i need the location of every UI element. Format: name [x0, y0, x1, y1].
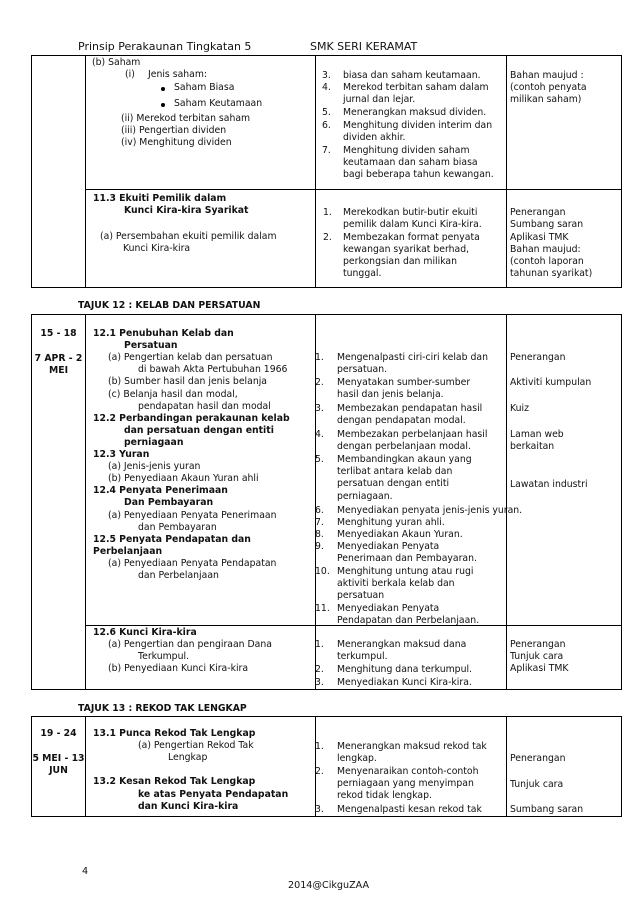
- outcome-text: Menerangkan maksud dana: [337, 639, 467, 650]
- outcome-text: Menghitung dana terkumpul.: [337, 664, 473, 675]
- outcome-number: 5.: [315, 454, 324, 465]
- content-line: 12.1 Penubuhan Kelab dan: [93, 328, 234, 339]
- content-line: (b) Penyediaan Kunci Kira-kira: [108, 663, 249, 675]
- content-line: (b) Sumber hasil dan jenis belanja: [108, 376, 268, 388]
- outcome-text: Menghitung untung atau rugi: [337, 566, 474, 577]
- outcome-text: dengan perbelanjaan modal.: [337, 441, 471, 453]
- resource-text: Aktiviti kumpulan: [510, 377, 592, 388]
- content-line: 12.6 Kunci Kira-kira: [93, 627, 197, 638]
- content-line: dan Pembayaran: [138, 521, 217, 533]
- content-line: di bawah Akta Pertubuhan 1966: [138, 364, 288, 376]
- content-line: 12.5 Penyata Pendapatan dan: [93, 533, 251, 545]
- outcome-text: Menyatakan sumber-sumber: [337, 377, 471, 388]
- outcome-number: 9.: [315, 541, 324, 552]
- outcome-text: Penerimaan dan Pembayaran.: [337, 553, 477, 565]
- resource-text: Bahan maujud:: [510, 244, 581, 255]
- resource-text: Sumbang saran: [510, 219, 584, 230]
- outcome-text: tunggal.: [343, 268, 382, 279]
- section-title: Kunci Kira-kira Syarikat: [124, 205, 249, 216]
- bullet-icon: [161, 87, 165, 91]
- content-line: Perbelanjaan: [93, 545, 163, 557]
- outcome-text: Menghitung dividen interim dan: [343, 120, 493, 131]
- date-range: JUN: [49, 765, 68, 776]
- outcome-text: Menyediakan Penyata: [337, 603, 440, 614]
- date-range: 5 MEI - 13: [32, 753, 85, 764]
- resource-text: Bahan maujud :: [510, 70, 584, 81]
- content-line: ke atas Penyata Pendapatan: [138, 788, 289, 800]
- content-line: 13.2 Kesan Rekod Tak Lengkap: [93, 776, 256, 788]
- content-line: (iv) Menghitung dividen: [121, 137, 232, 148]
- outcome-text: hasil dan jenis belanja.: [337, 389, 444, 401]
- resource-text: Aplikasi TMK: [510, 663, 569, 674]
- outcome-text: keutamaan dan saham biasa: [343, 157, 478, 168]
- outcome-text: Membandingkan akaun yang: [337, 454, 472, 465]
- outcome-number: 8.: [315, 529, 324, 540]
- resource-text: Penerangan: [510, 207, 566, 218]
- outcome-text: jurnal dan lejar.: [343, 94, 416, 105]
- outcome-text: Menyediakan Penyata: [337, 541, 440, 552]
- outcome-number: 2.: [315, 766, 324, 777]
- content-line: (ii) Merekod terbitan saham: [121, 113, 251, 124]
- outcome-text: Menyenaraikan contoh-contoh: [337, 766, 479, 777]
- outcome-text: terlibat antara kelab dan: [337, 466, 453, 478]
- content-line: Saham Biasa: [174, 82, 235, 93]
- outcome-number: 3.: [315, 804, 324, 815]
- outcome-text: aktiviti berkala kelab dan: [337, 578, 455, 590]
- outcome-number: 4.: [315, 429, 324, 440]
- resource-text: Penerangan: [510, 352, 566, 363]
- content-line: 12.2 Perbandingan perakaunan kelab: [93, 412, 290, 424]
- resource-text: (contoh penyata: [510, 82, 587, 93]
- content-line: (i): [125, 69, 135, 80]
- outcome-text: bagi beberapa tahun kewangan.: [343, 169, 494, 180]
- outcome-text: Menyediakan Kunci Kira-kira.: [337, 677, 472, 688]
- content-line: Lengkap: [168, 752, 208, 764]
- resource-text: Aplikasi TMK: [510, 232, 569, 243]
- outcome-text: Menerangkan maksud dividen.: [343, 107, 487, 118]
- outcome-text: perkongsian dan milikan: [343, 256, 458, 267]
- outcome-text: rekod tidak lengkap.: [337, 790, 432, 802]
- bullet-icon: [161, 103, 165, 107]
- content-line: perniagaan: [124, 436, 184, 448]
- outcome-text: Merekod terbitan saham dalam: [343, 82, 489, 93]
- outcome-number: 3.: [315, 403, 324, 414]
- course-title: Prinsip Perakaunan Tingkatan 5: [78, 40, 252, 53]
- outcome-text: lengkap.: [337, 753, 377, 765]
- resource-text: Kuiz: [510, 403, 529, 414]
- outcome-number: 6.: [315, 505, 324, 516]
- outcome-text: persatuan.: [337, 364, 388, 376]
- resource-text: Sumbang saran: [510, 804, 584, 815]
- outcome-text: perniagaan.: [337, 490, 393, 502]
- outcome-number: 2.: [315, 664, 324, 675]
- outcome-number: 1.: [315, 639, 324, 650]
- page-number: 4: [82, 866, 89, 877]
- content-line: (a) Persembahan ekuiti pemilik dalam: [100, 231, 277, 242]
- outcome-text: Menghitung yuran ahli.: [337, 517, 445, 528]
- content-line: Kunci Kira-kira: [123, 243, 191, 254]
- date-range: MEI: [48, 365, 69, 376]
- content-line: (a) Penyediaan Penyata Pendapatan: [108, 557, 277, 569]
- outcome-text: pemilik dalam Kunci Kira-kira.: [343, 219, 482, 230]
- outcome-text: Membezakan perbelanjaan hasil: [337, 429, 488, 440]
- outcome-text: kewangan syarikat berhad,: [343, 244, 470, 255]
- content-line: dan Perbelanjaan: [138, 570, 219, 581]
- content-line: (a) Pengertian Rekod Tak: [138, 740, 254, 752]
- resource-text: Tunjuk cara: [510, 651, 564, 662]
- resource-text: tahunan syarikat): [510, 268, 593, 279]
- outcome-number: 10.: [315, 566, 330, 577]
- resource-text: milikan saham): [510, 94, 582, 105]
- outcome-number: 1.: [315, 741, 324, 752]
- tajuk-13-heading: TAJUK 13 : REKOD TAK LENGKAP: [78, 703, 247, 714]
- content-line: (c) Belanja hasil dan modal,: [108, 388, 238, 400]
- content-line: (a) Penyediaan Penyata Penerimaan: [108, 509, 277, 521]
- outcome-text: Menerangkan maksud rekod tak: [337, 741, 487, 752]
- outcome-text: Mengenalpasti ciri-ciri kelab dan: [337, 352, 488, 363]
- content-line: 12.3 Yuran: [93, 449, 150, 460]
- outcome-number: 2.: [323, 232, 332, 243]
- resource-text: berkaitan: [510, 441, 555, 452]
- resource-text: Penerangan: [510, 639, 566, 650]
- content-line: Saham Keutamaan: [174, 98, 263, 109]
- outcome-number: 2.: [315, 377, 324, 388]
- content-line: (a) Pengertian kelab dan persatuan: [108, 352, 273, 364]
- outcome-text: Merekodkan butir-butir ekuiti: [343, 207, 478, 218]
- outcome-text: persatuan: [337, 590, 385, 602]
- resource-text: (contoh laporan: [510, 256, 584, 267]
- outcome-number: 1.: [315, 352, 324, 363]
- content-line: Persatuan: [124, 340, 178, 352]
- outcome-text: Membezakan format penyata: [343, 232, 480, 243]
- outcome-text: Membezakan pendapatan hasil: [337, 403, 483, 414]
- date-range: 7 APR - 2: [34, 353, 83, 364]
- resource-text: Penerangan: [510, 753, 566, 764]
- outcome-number: 1.: [323, 207, 332, 218]
- school-name: SMK SERI KERAMAT: [310, 40, 418, 53]
- section-title: 11.3 Ekuiti Pemilik dalam: [93, 193, 227, 204]
- outcome-number: 11.: [315, 603, 330, 614]
- content-line: (b) Penyediaan Akaun Yuran ahli: [108, 473, 259, 485]
- outcome-text: biasa dan saham keutamaan.: [343, 70, 481, 81]
- outcome-text: Mengenalpasti kesan rekod tak: [337, 804, 482, 815]
- content-line: Terkumpul.: [138, 651, 190, 663]
- content-line: Jenis saham:: [148, 69, 208, 80]
- outcome-text: Menghitung dividen saham: [343, 145, 470, 156]
- outcome-number: 3.: [315, 677, 324, 688]
- resource-text: Tunjuk cara: [510, 779, 564, 790]
- outcome-number: 4.: [322, 82, 331, 93]
- outcome-text: dengan pendapatan modal.: [337, 415, 466, 427]
- content-line: pendapatan hasil dan modal: [138, 400, 271, 412]
- outcome-text: terkumpul.: [337, 651, 388, 663]
- content-line: (b) Saham: [92, 57, 141, 68]
- content-line: (iii) Pengertian dividen: [121, 125, 227, 136]
- outcome-text: Menyediakan penyata jenis-jenis yuran.: [337, 505, 523, 516]
- content-line: dan persatuan dengan entiti: [124, 424, 274, 436]
- content-line: Dan Pembayaran: [124, 497, 214, 509]
- content-line: 13.1 Punca Rekod Tak Lengkap: [93, 728, 256, 739]
- outcome-text: dividen akhir.: [343, 132, 406, 143]
- outcome-number: 6.: [322, 120, 331, 131]
- outcome-text: persatuan dengan entiti: [337, 478, 450, 490]
- content-line: dan Kunci Kira-kira: [138, 800, 239, 812]
- outcome-number: 7.: [315, 517, 324, 528]
- outcome-number: 3.: [322, 70, 331, 81]
- content-line: (a) Jenis-jenis yuran: [108, 461, 201, 473]
- week-range: 19 - 24: [40, 728, 77, 739]
- outcome-number: 5.: [322, 107, 331, 118]
- week-range: 15 - 18: [40, 328, 77, 339]
- outcome-text: Pendapatan dan Perbelanjaan.: [337, 615, 480, 627]
- content-line: 12.4 Penyata Penerimaan: [93, 485, 228, 497]
- resource-text: Laman web: [510, 429, 564, 440]
- tajuk-12-heading: TAJUK 12 : KELAB DAN PERSATUAN: [78, 300, 261, 311]
- outcome-text: Menyediakan Akaun Yuran.: [337, 529, 463, 540]
- footer-credit: 2014@CikguZAA: [288, 880, 370, 891]
- outcome-text: perniagaan yang menyimpan: [337, 778, 474, 790]
- resource-text: Lawatan industri: [510, 479, 588, 490]
- content-line: (a) Pengertian dan pengiraan Dana: [108, 639, 272, 651]
- outcome-number: 7.: [322, 145, 331, 156]
